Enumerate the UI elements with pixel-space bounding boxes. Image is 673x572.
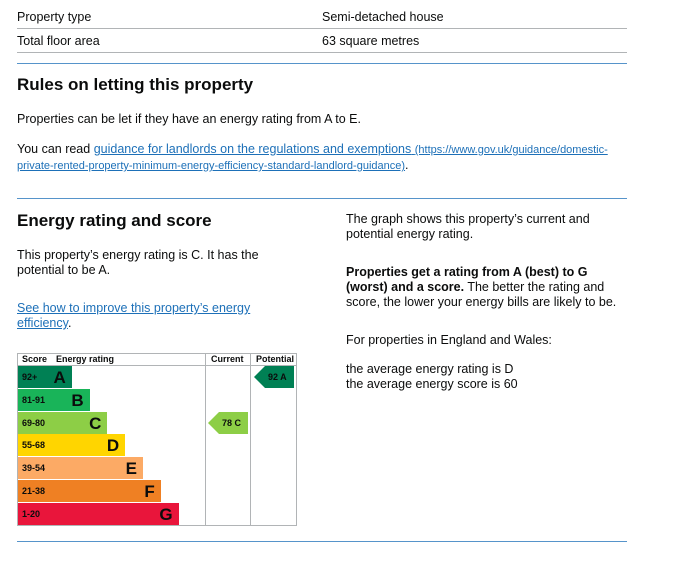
rules-heading: Rules on letting this property bbox=[17, 75, 254, 94]
rating-explanation-bold: Properties get a rating from A (best) to G (worst) and a score. bbox=[346, 265, 588, 294]
landlord-guidance-link[interactable] bbox=[17, 142, 608, 172]
band-score-label: 81-91 bbox=[22, 394, 46, 405]
summary-label: Property type bbox=[17, 9, 92, 24]
rules-guidance-paragraph bbox=[17, 142, 617, 174]
band-d bbox=[18, 434, 125, 456]
section-divider bbox=[17, 198, 627, 199]
band-f bbox=[18, 480, 161, 502]
band-e bbox=[18, 457, 143, 479]
potential-rating-arrow bbox=[254, 366, 294, 388]
section-divider bbox=[17, 541, 627, 542]
summary-row-property-type bbox=[17, 5, 627, 29]
summary-value: 63 square metres bbox=[322, 33, 420, 48]
band-b bbox=[18, 389, 90, 411]
band-score-label: 92+ bbox=[22, 372, 38, 382]
band-score-label: 39-54 bbox=[22, 463, 46, 474]
rating-explanation-rest: The better the rating and score, the lower your energy bills are likely to be. bbox=[346, 280, 617, 309]
band-letter: B bbox=[71, 390, 84, 410]
band-score-label: 1-20 bbox=[22, 508, 41, 519]
band-g bbox=[18, 503, 179, 525]
band-c bbox=[18, 412, 107, 434]
summary-row-floor-area bbox=[17, 29, 627, 53]
band-score-label: 21-38 bbox=[22, 486, 46, 496]
band-letter: F bbox=[144, 482, 155, 501]
band-letter: E bbox=[125, 459, 137, 479]
summary-value: Semi-detached house bbox=[322, 9, 444, 24]
average-score: the average energy score is 60 bbox=[346, 377, 518, 391]
average-rating: the average energy rating is D bbox=[346, 362, 514, 376]
property-summary bbox=[17, 5, 627, 53]
current-column-line bbox=[205, 354, 206, 525]
header-potential: Potential bbox=[256, 354, 295, 364]
rating-explanation bbox=[346, 265, 626, 310]
potential-rating-arrow-label: 92 A bbox=[268, 372, 287, 382]
guidance-link-url: (https://www.gov.uk/guidance/domestic-private-rented-property-minimum-energy-efficiency-standard-landlord-guidance) bbox=[17, 144, 608, 172]
band-score-label: 69-80 bbox=[22, 417, 46, 428]
header-energy-rating: Energy rating bbox=[56, 354, 115, 364]
band-letter: A bbox=[53, 368, 66, 387]
band-a bbox=[18, 366, 72, 388]
potential-column-line bbox=[250, 354, 251, 525]
guidance-prefix: You can read bbox=[17, 142, 94, 156]
improve-suffix: . bbox=[67, 316, 72, 330]
header-current: Current bbox=[211, 354, 244, 364]
energy-rating-chart bbox=[17, 353, 297, 526]
guidance-link-text: guidance for landlords on the regulations and exemptions bbox=[93, 142, 412, 156]
band-letter: D bbox=[106, 436, 120, 456]
current-rating-arrow-label: 78 C bbox=[222, 417, 242, 428]
band-letter: G bbox=[159, 504, 173, 524]
region-note: For properties in England and Wales: bbox=[346, 333, 552, 347]
section-divider bbox=[17, 63, 627, 64]
band-letter: C bbox=[89, 413, 102, 433]
improve-paragraph bbox=[17, 301, 267, 331]
energy-rating-summary: This property’s energy rating is C. It has the potential to be A. bbox=[17, 248, 259, 277]
header-score: Score bbox=[22, 354, 48, 364]
current-rating-arrow bbox=[208, 412, 248, 434]
summary-label: Total floor area bbox=[17, 33, 100, 48]
guidance-suffix: . bbox=[405, 158, 409, 172]
improve-efficiency-link[interactable]: See how to improve this property’s energy efficiency bbox=[17, 301, 251, 330]
band-score-label: 55-68 bbox=[22, 440, 46, 451]
energy-heading: Energy rating and score bbox=[17, 211, 212, 230]
graph-description: The graph shows this property’s current and potential energy rating. bbox=[346, 212, 590, 241]
rules-paragraph: Properties can be let if they have an energy rating from A to E. bbox=[17, 112, 361, 126]
